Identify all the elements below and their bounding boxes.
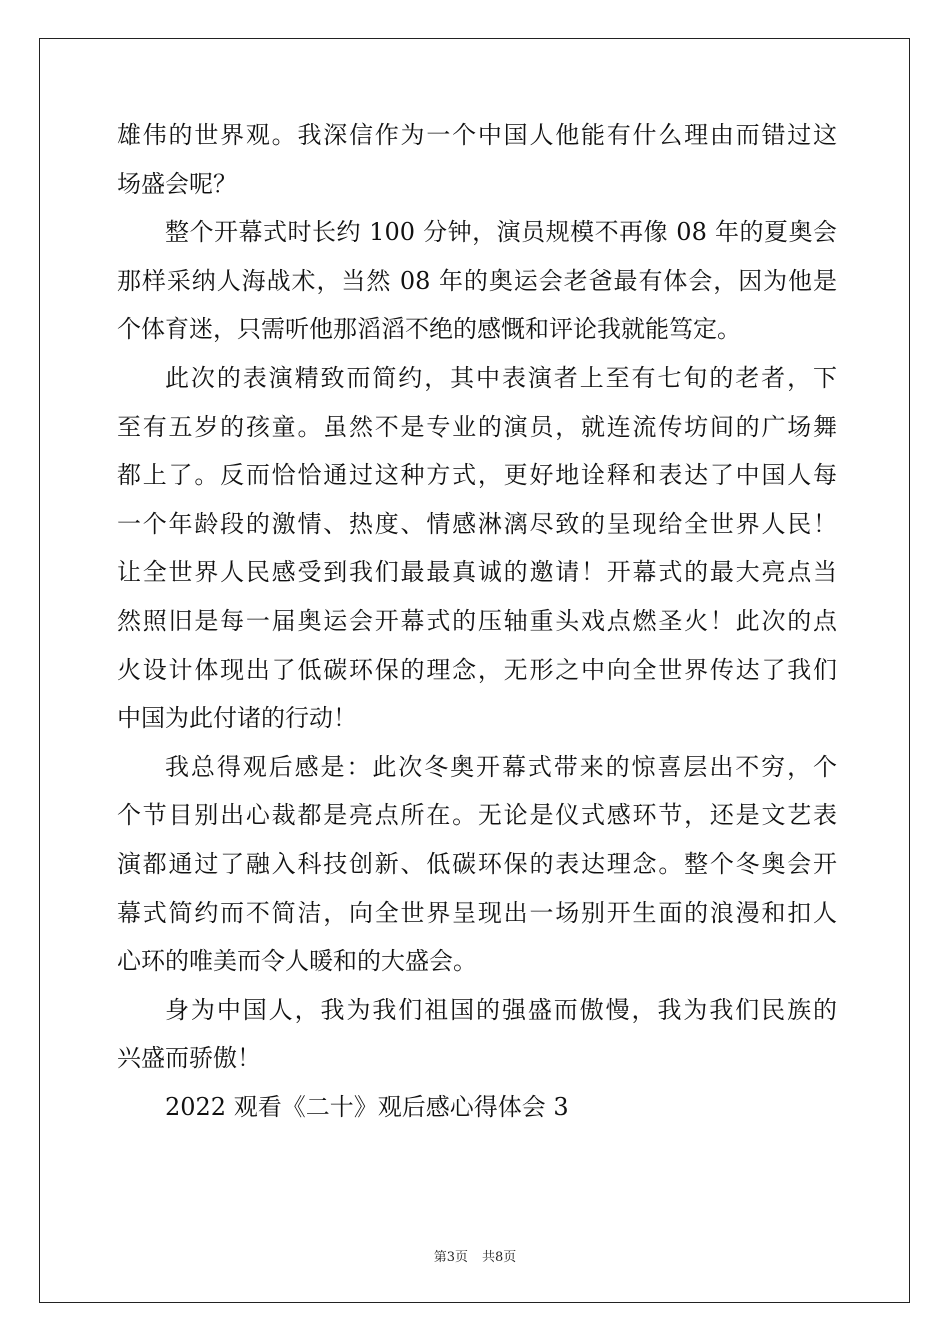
text-line: 兴盛而骄傲！ [117,1044,261,1073]
page-total: 共8页 [482,1250,517,1265]
text-line: 雄伟的世界观。我深信作为一个中国人他能有什么理由而错过这 [117,121,837,149]
text-line: 至有五岁的孩童。虽然不是专业的演员，就连流传坊间的广场舞 [117,412,837,441]
document-body [117,111,837,1131]
text-line: 那样采纳人海战术，当然 08 年的奥运会老爸最有体会，因为他是 [117,266,837,295]
text-line: 火设计体现出了低碳环保的理念，无形之中向全世界传达了我们 [117,655,837,684]
text-line: 心环的唯美而令人暖和的大盛会。 [117,947,477,976]
text-line: 场盛会呢？ [117,169,237,198]
text-line: 此次的表演精致而简约，其中表演者上至有七旬的老者，下 [165,363,837,392]
text-line: 都上了。反而恰恰通过这种方式，更好地诠释和表达了中国人每 [117,461,837,490]
text-line: 个体育迷，只需听他那滔滔不绝的感慨和评论我就能笃定。 [117,315,741,344]
text-line: 个节目别出心裁都是亮点所在。无论是仪式感环节，还是文艺表 [117,801,837,830]
text-line: 一个年龄段的激情、热度、情感淋漓尽致的呈现给全世界人民！ [117,509,837,538]
text-line: 然照旧是每一届奥运会开幕式的压轴重头戏点燃圣火！此次的点 [117,606,837,635]
page-number: 第3页 [433,1250,468,1265]
section-heading: 2022 观看《二十》观后感心得体会 3 [165,1092,569,1121]
text-line: 幕式简约而不简洁，向全世界呈现出一场别开生面的浪漫和扣人 [117,898,837,927]
page-footer [0,1246,950,1265]
text-line: 整个开幕式时长约 100 分钟，演员规模不再像 08 年的夏奥会 [165,218,837,247]
text-line: 我总得观后感是：此次冬奥开幕式带来的惊喜层出不穷，个 [165,752,837,781]
text-line: 中国为此付诸的行动！ [117,704,357,733]
text-line: 演都通过了融入科技创新、低碳环保的表达理念。整个冬奥会开 [117,849,837,878]
text-line: 让全世界人民感受到我们最最真诚的邀请！开幕式的最大亮点当 [117,558,837,587]
text-line: 身为中国人，我为我们祖国的强盛而傲慢，我为我们民族的 [165,995,837,1024]
